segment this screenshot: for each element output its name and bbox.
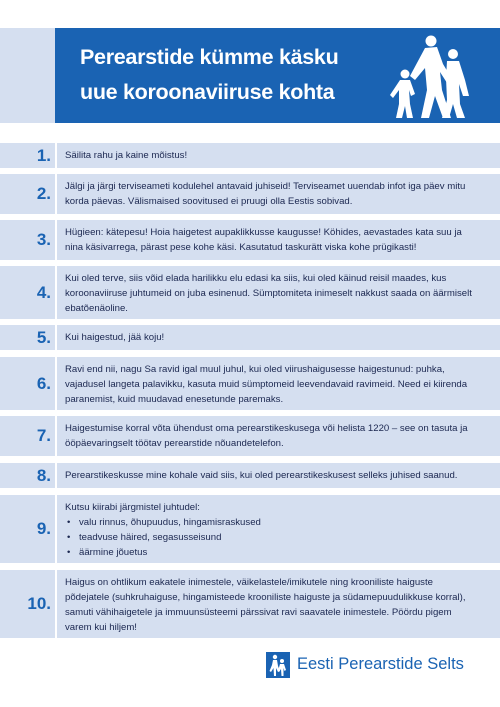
list-item-4 [0,266,500,319]
list-item-1 [0,143,500,168]
item-text: Haigus on ohtlikum eakatele inimestele, väikelastele/imikutele ning krooniliste haiguste [65,577,433,588]
item-text: nina käsivarrega, pärast pese kohe käsi. Kasutatud taskurätt viska kohe prügikasti! [65,242,417,253]
bullet-item: • teadvuse häired, segasusseisund [65,530,492,545]
item-text: põdejatele (suhkruhaiguse, hingamisteede krooniliste haiguste ja südamepuudulikkuse korral), [65,592,466,603]
family-walking-icon [385,34,470,120]
item-number: 8. [36,465,51,485]
item-number: 9. [36,519,51,538]
item-text: ööpäevaringselt töötav perearstide nõuandetelefon. [65,438,284,449]
item-number: 7. [36,426,51,445]
item-number: 10. [27,594,51,613]
list-item-2 [0,174,500,214]
organization-name: Eesti Perearstide Selts [297,655,464,673]
bullet-item: • valu rinnus, õhupuudus, hingamisraskused [65,515,492,530]
item-text: Jälgi ja järgi terviseameti kodulehel antavaid juhiseid! Terviseamet uuendab infot iga päev mitu [65,181,466,192]
item-number: 3. [36,230,51,249]
list-item-3 [0,220,500,260]
list-item-9 [0,495,500,563]
item-text: Haigestumise korral võta ühendust oma perearstikeskusega või helista 1220 – see on tasuta ja [65,423,468,434]
eps-logo-icon [266,652,290,678]
item-text: Kui haigestud, jää koju! [65,332,165,343]
list-item-8 [0,463,500,488]
bullet-item: • äärmine jõuetus [65,545,492,560]
item-text: Perearstikeskusse mine kohale vaid siis, kui oled perearstikeskusest selleks juhised saanud. [65,470,458,481]
list-item-10 [0,570,500,638]
item-text: vajadusel langeta palavikku, kasuta muid sümptomeid leevendavaid ravimeid. Need ei kiirenda [65,379,468,390]
item-number: 5. [36,327,51,347]
item-number: 6. [36,373,51,393]
list-item-7 [0,416,500,456]
list-item-6 [0,357,500,410]
item-text: Hügieen: kätepesu! Hoia haigetest aupaklikkusse kaugusse! Köhides, aevastades kata suu ja [65,227,462,238]
item-number: 2. [36,184,51,203]
item-number: 1. [36,145,51,165]
item-text: ebatõenäoline. [65,303,128,314]
item-text: korda päevas. Välismaised soovitused ei pruugi olla Eestis sobivad. [65,196,353,207]
item-text: Kutsu kiirabi järgmistel juhtudel: [65,502,200,513]
item-number: 4. [36,282,51,302]
list-item-5 [0,325,500,350]
bullet-list [65,515,492,560]
item-text: samuti vähihaigetele ja immuunsüsteemi pärssivat ravi saavatele inimestele. Pöördu pigem [65,607,452,618]
item-text: varem kui hiljem! [65,622,137,633]
item-text: koroonaviiruse juhtumeid on juba esinenud. Sümptomiteta inimeselt nakkust saada on äärmiselt [65,288,472,299]
item-text: Kui oled terve, siis võid elada harilikku elu edasi ka siis, kui oled käinud reisil maades, kus [65,273,447,284]
item-text: Ravi end nii, nagu Sa ravid igal muul juhul, kui oled viirushaigusesse haigestunud: puhka, [65,364,445,375]
page-title-line-2: uue koroonaviiruse kohta [80,80,335,104]
page-title-line-1: Perearstide kümme käsku [80,45,339,69]
item-text: paranemist, kuid muudavad enesetunde paremaks. [65,394,284,405]
item-text: Säilita rahu ja kaine mõistus! [65,150,188,161]
